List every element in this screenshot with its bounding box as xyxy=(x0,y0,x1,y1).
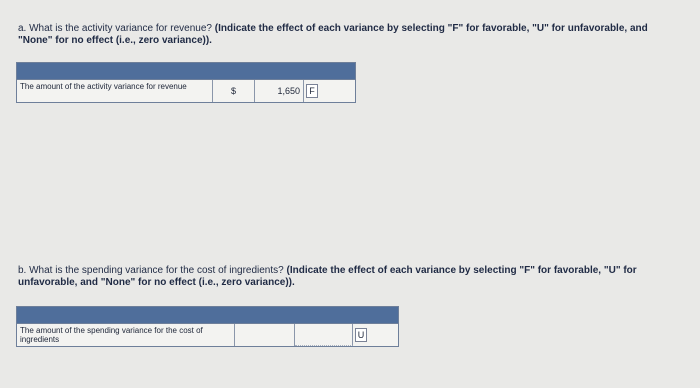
table-row xyxy=(17,80,355,102)
effect-select[interactable]: U xyxy=(355,328,367,342)
question-a-instructions: (Indicate the effect of each variance by selecting "F" for favorable, "U" for unfavorable, and "None" for no effect (i.e., zero variance)). xyxy=(18,23,648,46)
question-a xyxy=(18,23,678,47)
question-b-instructions: (Indicate the effect of each variance by selecting "F" for favorable, "U" for unfavorable, and "None" for no effect (i.e., zero variance)). xyxy=(18,265,637,288)
spending-variance-input[interactable] xyxy=(295,324,353,346)
table-header-bar xyxy=(17,307,398,324)
answer-table-a xyxy=(16,62,356,103)
answer-table-b xyxy=(16,306,399,347)
effect-cell xyxy=(353,324,398,346)
row-label: The amount of the activity variance for revenue xyxy=(17,80,213,102)
question-b xyxy=(18,265,678,289)
activity-variance-input[interactable]: 1,650 xyxy=(255,80,304,102)
currency-symbol: $ xyxy=(213,80,255,102)
row-label: The amount of the spending variance for the cost of ingredients xyxy=(17,324,235,346)
effect-select[interactable]: F xyxy=(306,84,318,98)
table-row xyxy=(17,324,398,346)
question-a-text: a. What is the activity variance for revenue? xyxy=(18,23,212,34)
blank-cell xyxy=(235,324,295,346)
table-header-bar xyxy=(17,63,355,80)
question-b-text: b. What is the spending variance for the cost of ingredients? xyxy=(18,265,284,276)
effect-cell xyxy=(304,80,355,102)
